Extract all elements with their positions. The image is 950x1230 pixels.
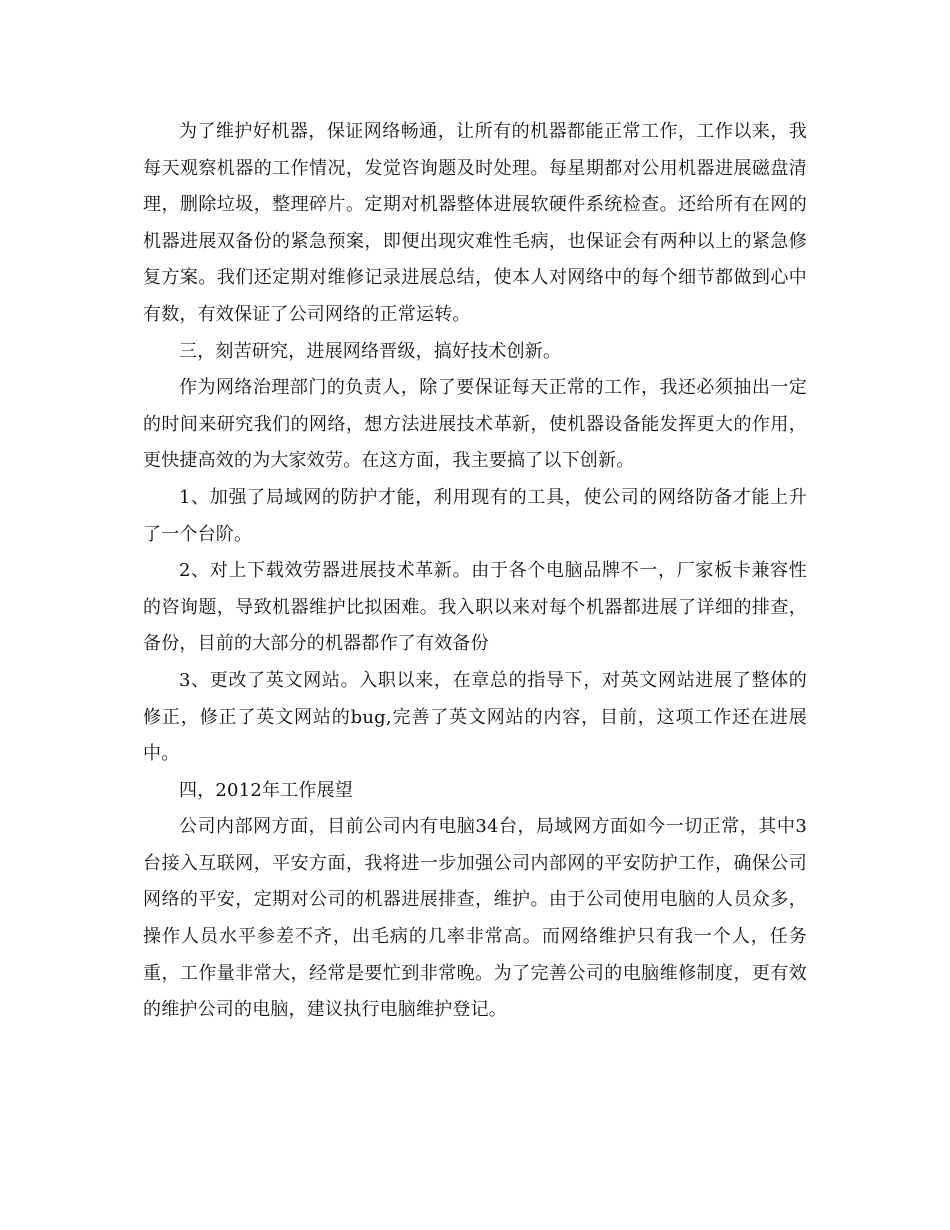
paragraph-innovation-intro: 作为网络治理部门的负责人，除了要保证每天正常的工作，我还必须抽出一定的时间来研究我们的网络，想方法进展技术革新，使机器设备能发挥更大的作用，更快捷高效的为大家效劳。在这方面，我主要搞了以下创新。 [143, 377, 807, 472]
list-item-download-server: 2、对上下载效劳器进展技术革新。由于各个电脑品牌不一，厂家板卡兼容性的咨询题，导致机器维护比拟困难。我入职以来对每个机器都进展了详细的排查，备份，目前的大部分的机器都作了有效备份 [143, 560, 807, 655]
paragraph-intranet-plan: 公司内部网方面，目前公司内有电脑34台，局域网方面如今一切正常，其中3台接入互联网，平安方面，我将进一步加强公司内部网的平安防护工作，确保公司网络的平安，定期对公司的机器进展排查，维护。由于公司使用电脑的人员众多，操作人员水平参差不齐，出毛病的几率非常高。而网络维护只有我一个人，任务重，工作量非常大，经常是要忙到非常晚。为了完善公司的电脑维修制度，更有效的维护公司的电脑，建议执行电脑维护登记。 [143, 816, 807, 1021]
section-heading-outlook: 四，2012年工作展望 [179, 779, 354, 801]
list-item-lan-protection: 1、加强了局域网的防护才能，利用现有的工具，使公司的网络防备才能上升了一个台阶。 [143, 486, 807, 545]
paragraph-maintenance: 为了维护好机器，保证网络畅通，让所有的机器都能正常工作，工作以来，我每天观察机器的工作情况，发觉咨询题及时处理。每星期都对公用机器进展磁盘清理，删除垃圾，整理碎片。定期对机器整体进展软硬件系统检查。还给所有在网的机器进展双备份的紧急预案，即便出现灾难性毛病，也保证会有两种以上的紧急修复方案。我们还定期对维修记录进展总结，使本人对网络中的每个细节都做到心中有数，有效保证了公司网络的正常运转。 [143, 121, 807, 325]
document-body [143, 114, 807, 1029]
list-item-english-website: 3、更改了英文网站。入职以来，在章总的指导下，对英文网站进展了整体的修正，修正了英文网站的bug,完善了英文网站的内容，目前，这项工作还在进展中。 [143, 669, 807, 765]
section-heading-research: 三，刻苦研究，进展网络晋级，搞好技术创新。 [179, 340, 562, 362]
